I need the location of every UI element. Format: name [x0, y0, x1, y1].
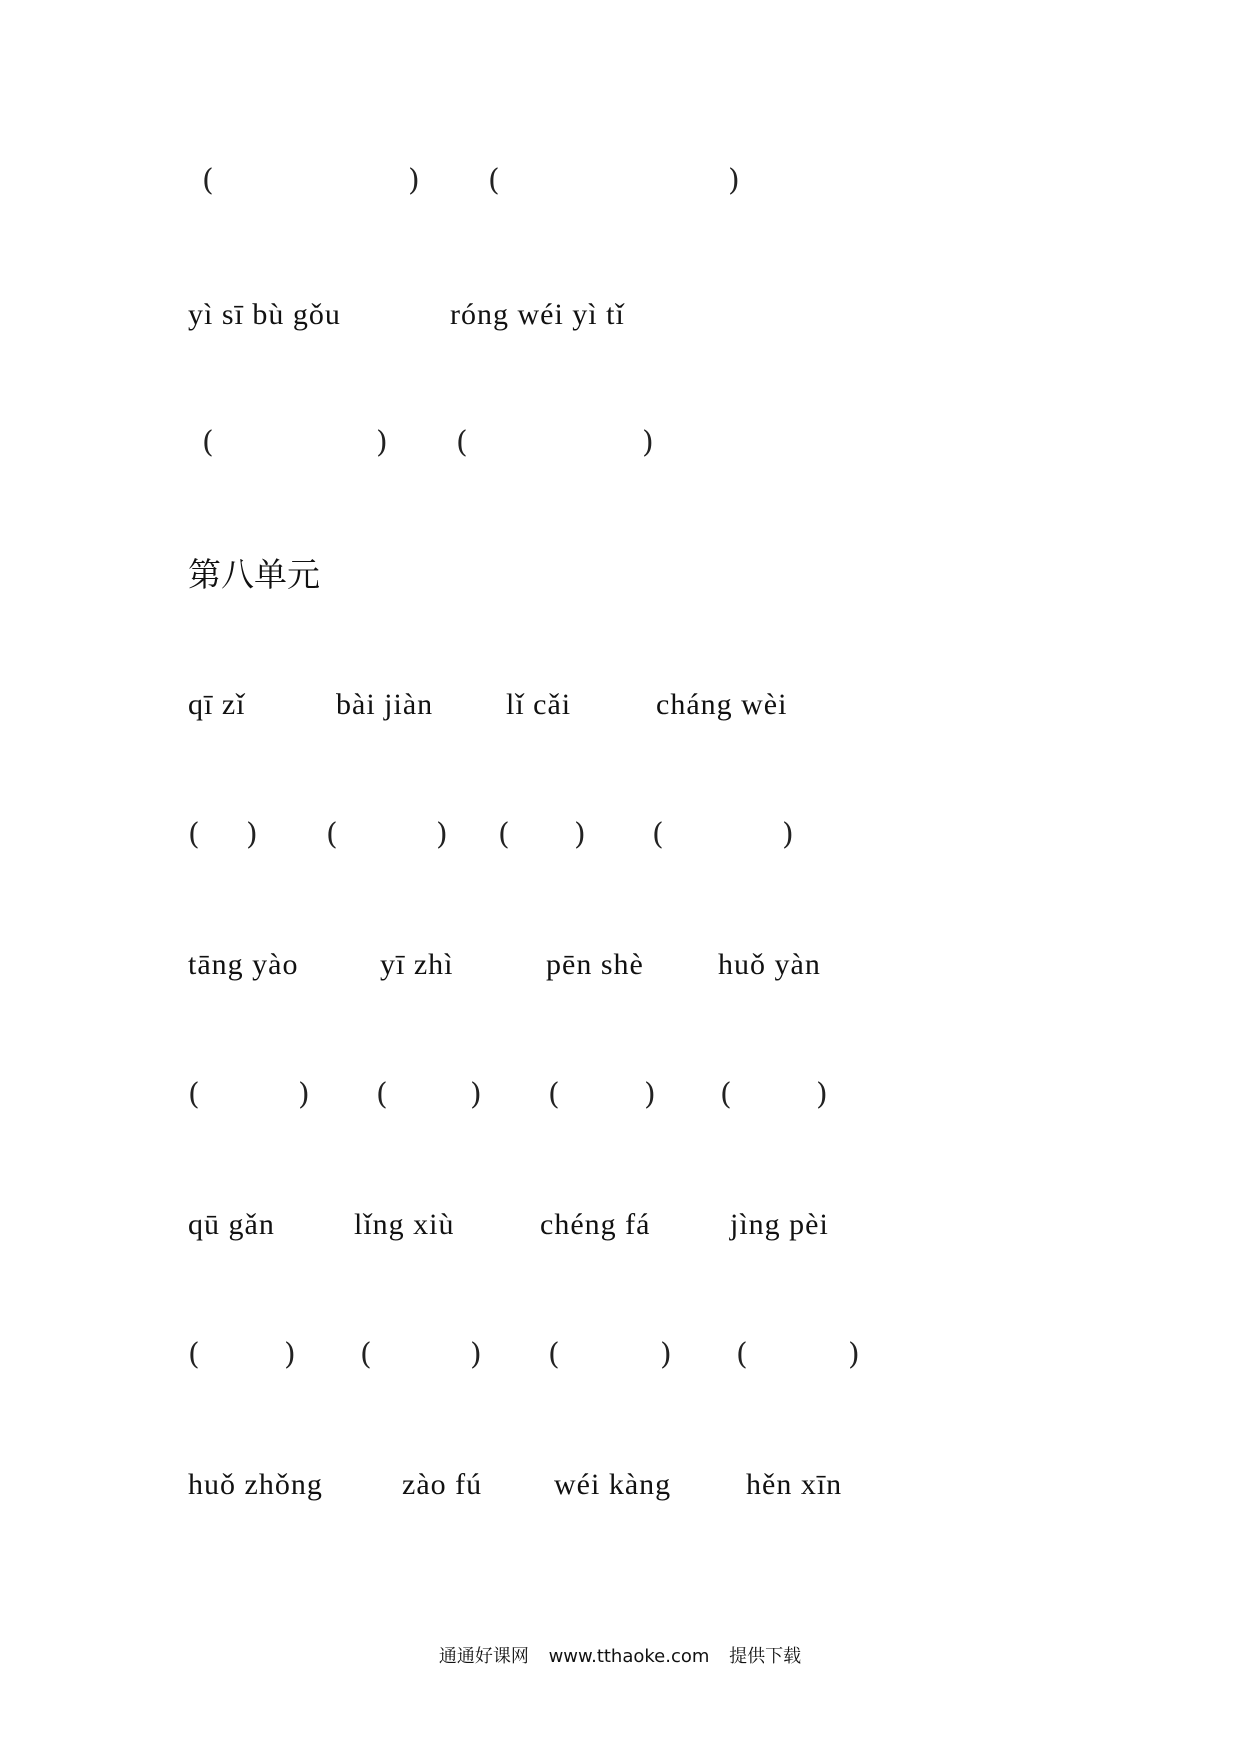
bracket-close: ): [574, 817, 586, 852]
bracket-close: ): [470, 1337, 482, 1372]
pinyin-item: qū gǎn: [188, 1208, 275, 1241]
pinyin-item: hěn xīn: [746, 1468, 843, 1501]
bracket-close: ): [644, 1077, 656, 1112]
bracket-close: ): [660, 1337, 672, 1372]
bracket-open: (: [736, 1337, 748, 1372]
bracket-open: (: [326, 817, 338, 852]
unit-heading: 第八单元: [188, 555, 320, 594]
footer-url-link[interactable]: www.tthaoke.com: [548, 1646, 710, 1667]
bracket-close: ): [470, 1077, 482, 1112]
pinyin-item: tāng yào: [188, 948, 299, 981]
pinyin-item: róng wéi yì tǐ: [450, 298, 625, 331]
pinyin-item: huǒ yàn: [718, 948, 821, 981]
footer-suffix: 提供下载: [729, 1646, 802, 1667]
bracket-open: (: [188, 1337, 200, 1372]
bracket-open: (: [488, 163, 500, 198]
bracket-close: ): [408, 163, 420, 198]
bracket-close: ): [246, 817, 258, 852]
bracket-close: ): [848, 1337, 860, 1372]
footer-site-name: 通通好课网: [438, 1646, 529, 1667]
pinyin-item: pēn shè: [546, 948, 644, 981]
pinyin-item: wéi kàng: [554, 1468, 672, 1501]
bracket-close: ): [816, 1077, 828, 1112]
bracket-open: (: [202, 163, 214, 198]
pinyin-item: yī zhì: [380, 948, 454, 981]
bracket-open: (: [202, 425, 214, 460]
bracket-open: (: [498, 817, 510, 852]
page-footer: [0, 1642, 1240, 1668]
bracket-open: (: [456, 425, 468, 460]
pinyin-item: cháng wèi: [656, 688, 788, 721]
bracket-close: ): [376, 425, 388, 460]
bracket-close: ): [298, 1077, 310, 1112]
bracket-open: (: [188, 817, 200, 852]
pinyin-item: yì sī bù gǒu: [188, 298, 341, 331]
pinyin-item: chéng fá: [540, 1208, 651, 1241]
bracket-open: (: [188, 1077, 200, 1112]
bracket-open: (: [548, 1337, 560, 1372]
bracket-open: (: [376, 1077, 388, 1112]
pinyin-item: zào fú: [402, 1468, 483, 1501]
bracket-close: ): [284, 1337, 296, 1372]
pinyin-item: qī zǐ: [188, 688, 246, 721]
bracket-close: ): [782, 817, 794, 852]
pinyin-item: lǐng xiù: [354, 1208, 455, 1241]
pinyin-item: jìng pèi: [730, 1208, 829, 1241]
pinyin-item: huǒ zhǒng: [188, 1468, 323, 1501]
bracket-open: (: [360, 1337, 372, 1372]
pinyin-item: lǐ cǎi: [506, 688, 572, 721]
bracket-close: ): [642, 425, 654, 460]
bracket-open: (: [548, 1077, 560, 1112]
bracket-close: ): [436, 817, 448, 852]
bracket-close: ): [728, 163, 740, 198]
pinyin-item: bài jiàn: [336, 688, 434, 721]
bracket-open: (: [652, 817, 664, 852]
bracket-open: (: [720, 1077, 732, 1112]
